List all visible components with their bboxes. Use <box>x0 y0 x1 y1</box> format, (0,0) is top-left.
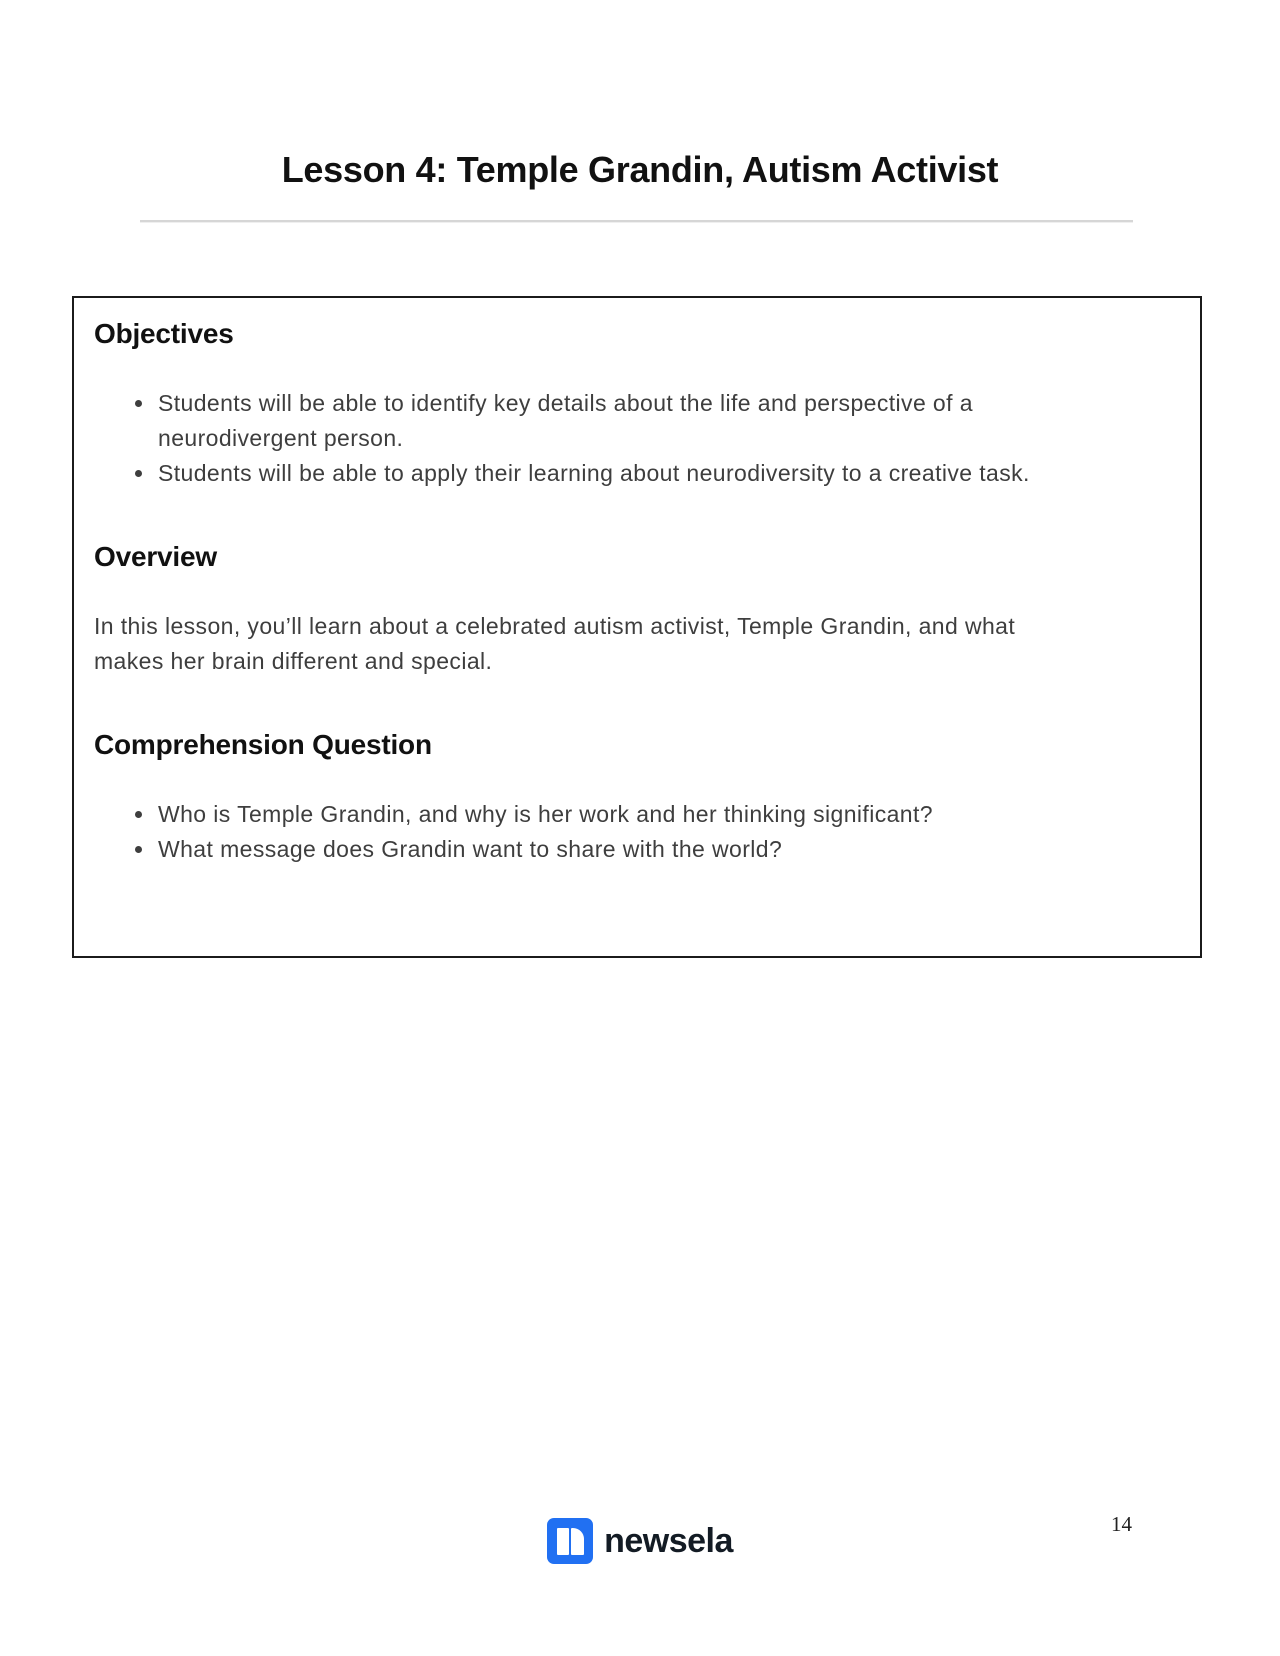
objectives-item-1: • Students will be able to identify key details about the life and perspective of a neurodivergent person. <box>156 386 1104 456</box>
comprehension-item-2: • What message does Grandin want to share with the world? <box>156 832 1104 867</box>
newsela-logo <box>547 1518 733 1564</box>
comprehension-item-1: • Who is Temple Grandin, and why is her work and her thinking significant? <box>156 797 1104 832</box>
comprehension-heading: Comprehension Question <box>94 729 432 760</box>
title-divider <box>140 220 1133 223</box>
page-footer <box>0 1510 1280 1590</box>
overview-heading: Overview <box>94 541 217 572</box>
overview-paragraph: In this lesson, you’ll learn about a celebrated autism activist, Temple Grandin, and what makes her brain different and special. <box>94 613 1016 674</box>
objectives-heading: Objectives <box>94 318 234 349</box>
comprehension-list <box>94 797 1104 867</box>
book-page-left <box>557 1528 569 1555</box>
newsela-book-icon <box>547 1518 593 1564</box>
objectives-item-2: • Students will be able to apply their learning about neurodiversity to a creative task. <box>156 456 1104 491</box>
newsela-wordmark: newsela <box>604 1521 733 1560</box>
page-number: 14 <box>1111 1512 1132 1536</box>
book-page-right <box>571 1528 584 1555</box>
lesson-card <box>72 296 1202 958</box>
page-title: Lesson 4: Temple Grandin, Autism Activist <box>281 149 999 190</box>
objectives-list <box>94 386 1104 491</box>
